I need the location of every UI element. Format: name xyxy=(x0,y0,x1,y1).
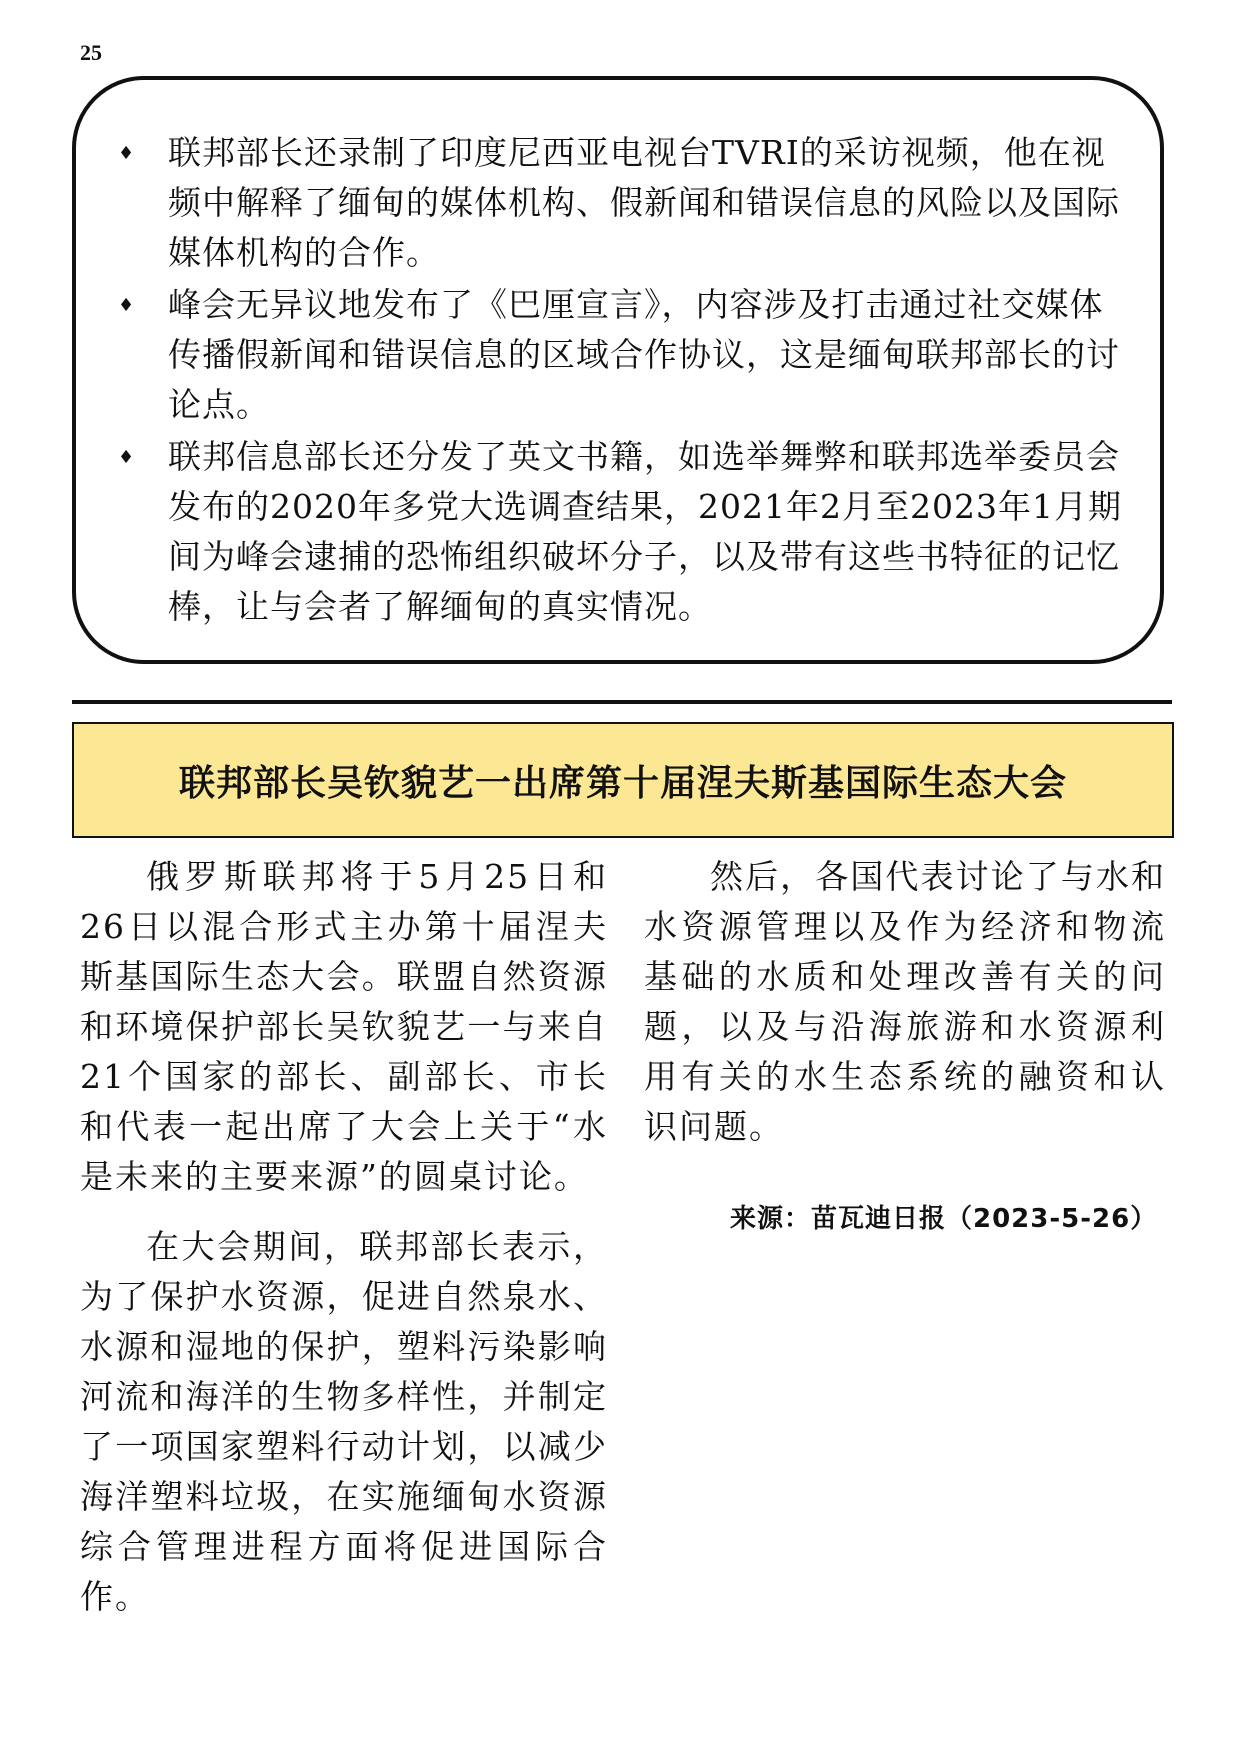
bullet-text: 联邦部长还录制了印度尼西亚电视台TVRI的采访视频，他在视频中解释了缅甸的媒体机构、假新闻和错误信息的风险以及国际媒体机构的合作。 xyxy=(168,133,1120,272)
bullet-text: 联邦信息部长还分发了英文书籍，如选举舞弊和联邦选举委员会发布的2020年多党大选调查结果，2021年2月至2023年1月期间为峰会逮捕的恐怖组织破坏分子，以及带有这些书特征的记忆棒，让与会者了解缅甸的真实情况。 xyxy=(168,437,1122,626)
bullet-item xyxy=(106,280,1124,430)
bullet-text: 峰会无异议地发布了《巴厘宣言》，内容涉及打击通过社交媒体传播假新闻和错误信息的区域合作协议，这是缅甸联邦部长的讨论点。 xyxy=(168,285,1120,424)
article-headline: 联邦部长吴钦貌艺一出席第十届涅夫斯基国际生态大会 xyxy=(178,762,1067,804)
article-paragraph: 俄罗斯联邦将于5月25日和26日以混合形式主办第十届涅夫斯基国际生态大会。联盟自然资源和环境保护部长吴钦貌艺一与来自21个国家的部长、副部长、市长和代表一起出席了大会上关于“水是未来的主要来源”的圆桌讨论。 xyxy=(80,857,608,1196)
bullet-item xyxy=(106,432,1124,632)
diamond-bullet-icon: ♦ xyxy=(118,295,136,316)
page-number: 25 xyxy=(80,40,102,65)
diamond-bullet-icon: ♦ xyxy=(118,447,136,468)
section-divider xyxy=(72,700,1172,704)
article-column-left xyxy=(80,852,608,1642)
bullet-box xyxy=(72,76,1164,664)
article-paragraph: 在大会期间，联邦部长表示，为了保护水资源，促进自然泉水、水源和湿地的保护，塑料污染影响河流和海洋的生物多样性，并制定了一项国家塑料行动计划，以减少海洋塑料垃圾，在实施缅甸水资源综合管理进程方面将促进国际合作。 xyxy=(80,1227,608,1616)
article-paragraph: 然后，各国代表讨论了与水和水资源管理以及作为经济和物流基础的水质和处理改善有关的问题，以及与沿海旅游和水资源利用有关的水生态系统的融资和认识问题。 xyxy=(644,857,1166,1146)
article-column-right xyxy=(644,852,1166,1172)
article-source: 来源：苗瓦迪日报（2023-5-26） xyxy=(730,1204,1158,1234)
diamond-bullet-icon: ♦ xyxy=(118,143,136,164)
headline-box xyxy=(72,722,1174,838)
bullet-item xyxy=(106,128,1124,278)
